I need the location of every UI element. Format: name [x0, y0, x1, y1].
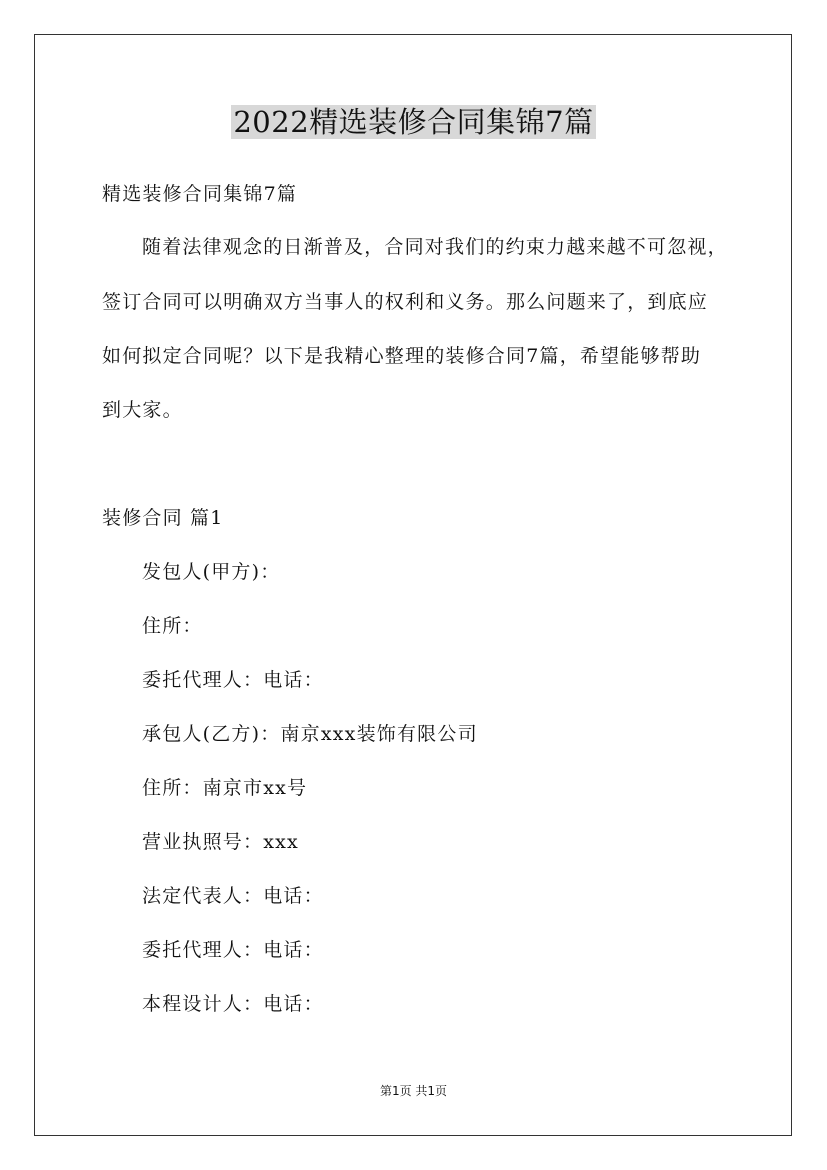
document-title	[0, 102, 827, 142]
page-number-footer: 第1页 共1页	[379, 1084, 448, 1098]
document-subtitle: 精选装修合同集锦7篇	[102, 183, 298, 205]
field-contractor-address: 住所：南京市xx号	[142, 777, 308, 799]
field-designer: 本程设计人：电话：	[142, 993, 324, 1015]
intro-line-4: 到大家。	[102, 399, 183, 421]
intro-line-2: 签订合同可以明确双方当事人的权利和义务。那么问题来了，到底应	[102, 291, 709, 313]
intro-line-3: 如何拟定合同呢？以下是我精心整理的装修合同7篇，希望能够帮助	[102, 345, 702, 367]
intro-line-1: 随着法律观念的日渐普及，合同对我们的约束力越来越不可忽视，	[142, 236, 728, 258]
field-contractor: 承包人(乙方)：南京xxx装饰有限公司	[142, 723, 478, 745]
section-heading: 装修合同 篇1	[102, 507, 224, 529]
field-business-license: 营业执照号：xxx	[142, 831, 299, 853]
document-title-text: 2022精选装修合同集锦7篇	[233, 105, 594, 139]
field-contractor-agent: 委托代理人：电话：	[142, 939, 324, 961]
field-employer-address: 住所：	[142, 615, 203, 637]
field-employer-agent: 委托代理人：电话：	[142, 669, 324, 691]
field-legal-representative: 法定代表人：电话：	[142, 885, 324, 907]
field-employer: 发包人(甲方)：	[142, 561, 281, 583]
